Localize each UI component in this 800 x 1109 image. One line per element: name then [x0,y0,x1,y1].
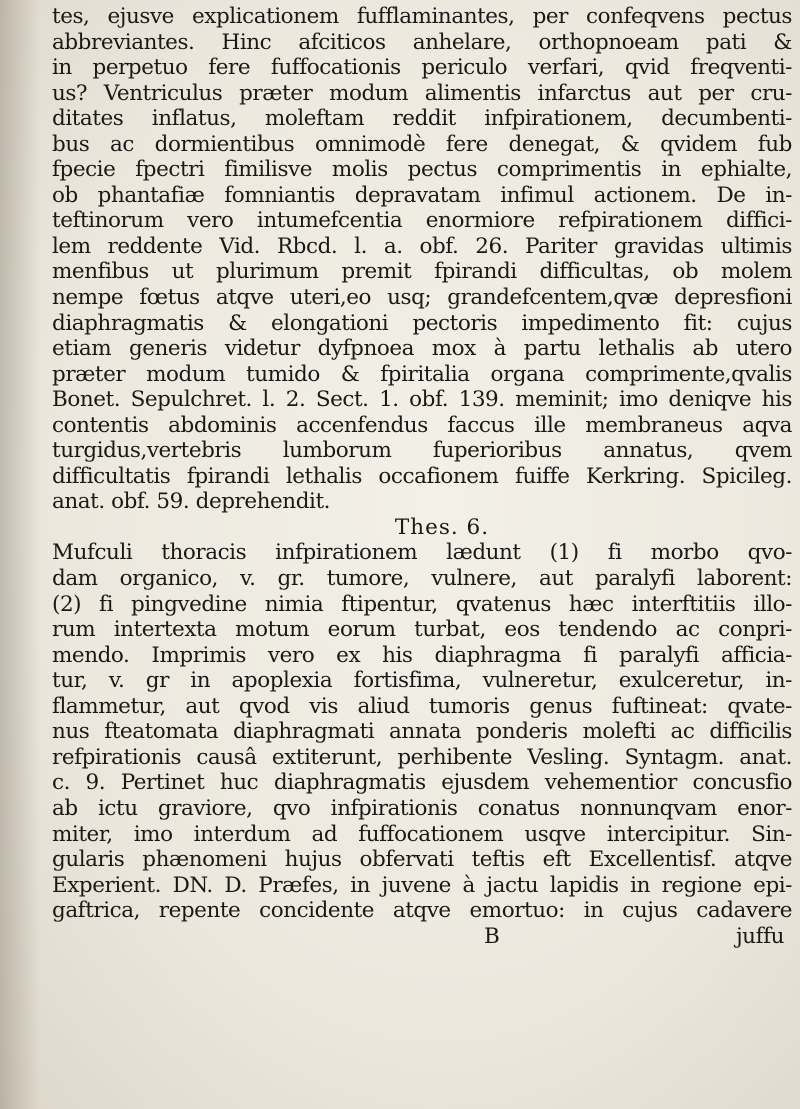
text-line: flammetur, aut qvod vis aliud tumoris genus fuftineat: qvate- [52,693,792,719]
text-line: rum intertexta motum eorum turbat, eos tendendo ac conpri- [52,617,792,643]
text-line: teftinorum vero intumefcentia enormiore refpirationem diffici- [52,208,792,234]
text-line: tes, ejusve explicationem fufflaminantes, per confeqvens pectus [52,4,792,29]
text-line: turgidus,vertebris lumborum fuperioribus annatus, qvem [52,438,792,464]
catchword: juffu [735,923,784,949]
text-line: in perpetuo fere fuffocationis periculo verfari, qvid freqventi- [52,55,792,81]
text-line: fpecie fpectri fimilisve molis pectus comprimentis in ephialte, [52,157,792,183]
page-text [52,4,792,949]
text-line: mendo. Imprimis vero ex his diaphragma fi paralyfi afficia- [52,642,792,668]
text-line: nus fteatomata diaphragmati annata ponderis molefti ac difficilis [52,719,792,745]
text-line: tur, v. gr in apoplexia fortisfima, vulneretur, exulceretur, in- [52,668,792,694]
text-line: menfibus ut plurimum premit fpirandi difficultas, ob molem [52,259,792,285]
text-line: ditates inflatus, moleftam reddit infpirationem, decumbenti- [52,106,792,132]
text-line: (2) fi pingvedine nimia ftipentur, qvatenus hæc interftitiis illo- [52,591,792,617]
page-footer [52,924,792,950]
text-line: contentis abdominis accenfendus faccus ille membraneus aqva [52,412,792,438]
text-line: Experient. DN. D. Præfes, in juvene à jactu lapidis in regione epi- [52,872,792,898]
text-line: ob phantafiæ fomniantis depravatam infimul actionem. De in- [52,182,792,208]
text-line: abbreviantes. Hinc afciticos anhelare, orthopnoeam pati & [52,29,792,55]
text-line: nempe fœtus atqve uteri,eo usq; grandefcentem,qvæ depresfioni [52,285,792,311]
text-line: diaphragmatis & elongationi pectoris impedimento fit: cujus [52,310,792,336]
text-line: c. 9. Pertinet huc diaphragmatis ejusdem vehementior concusfio [52,770,792,796]
text-line: bus ac dormientibus omnimodè fere denegat, & qvidem fub [52,131,792,157]
text-line: etiam generis videtur dyfpnoea mox à partu lethalis ab utero [52,336,792,362]
text-line: dam organico, v. gr. tumore, vulnere, aut paralyfi laborent: [52,566,792,592]
signature-mark: B [484,923,500,949]
text-line: præter modum tumido & fpiritalia organa comprimente,qvalis [52,361,792,387]
text-line: gularis phænomeni hujus obfervati teftis eft Excellentisf. atqve [52,847,792,873]
page-gutter-shadow [0,0,40,1109]
text-line: Bonet. Sepulchret. l. 2. Sect. 1. obf. 139. meminit; imo deniqve his [52,387,792,413]
text-line: miter, imo interdum ad fuffocationem usqve intercipitur. Sin- [52,821,792,847]
text-line: gaftrica, repente concidente atqve emortuo: in cujus cadavere [52,898,792,924]
section-heading: Thes. 6. [394,514,490,540]
text-line: anat. obf. 59. deprehendit. [52,489,331,515]
text-line: lem reddente Vid. Rbcd. l. a. obf. 26. Pariter gravidas ultimis [52,233,792,259]
text-line: difficultatis fpirandi lethalis occafionem fuiffe Kerkring. Spicileg. [52,463,792,489]
text-line: Mufculi thoracis infpirationem lædunt (1) fi morbo qvo- [52,540,792,566]
text-line: refpirationis causâ extiterunt, perhibente Vesling. Syntagm. anat. [52,744,792,770]
text-line: ab ictu graviore, qvo infpirationis conatus nonnunqvam enor- [52,795,792,821]
text-line: us? Ventriculus præter modum alimentis infarctus aut per cru- [52,80,792,106]
